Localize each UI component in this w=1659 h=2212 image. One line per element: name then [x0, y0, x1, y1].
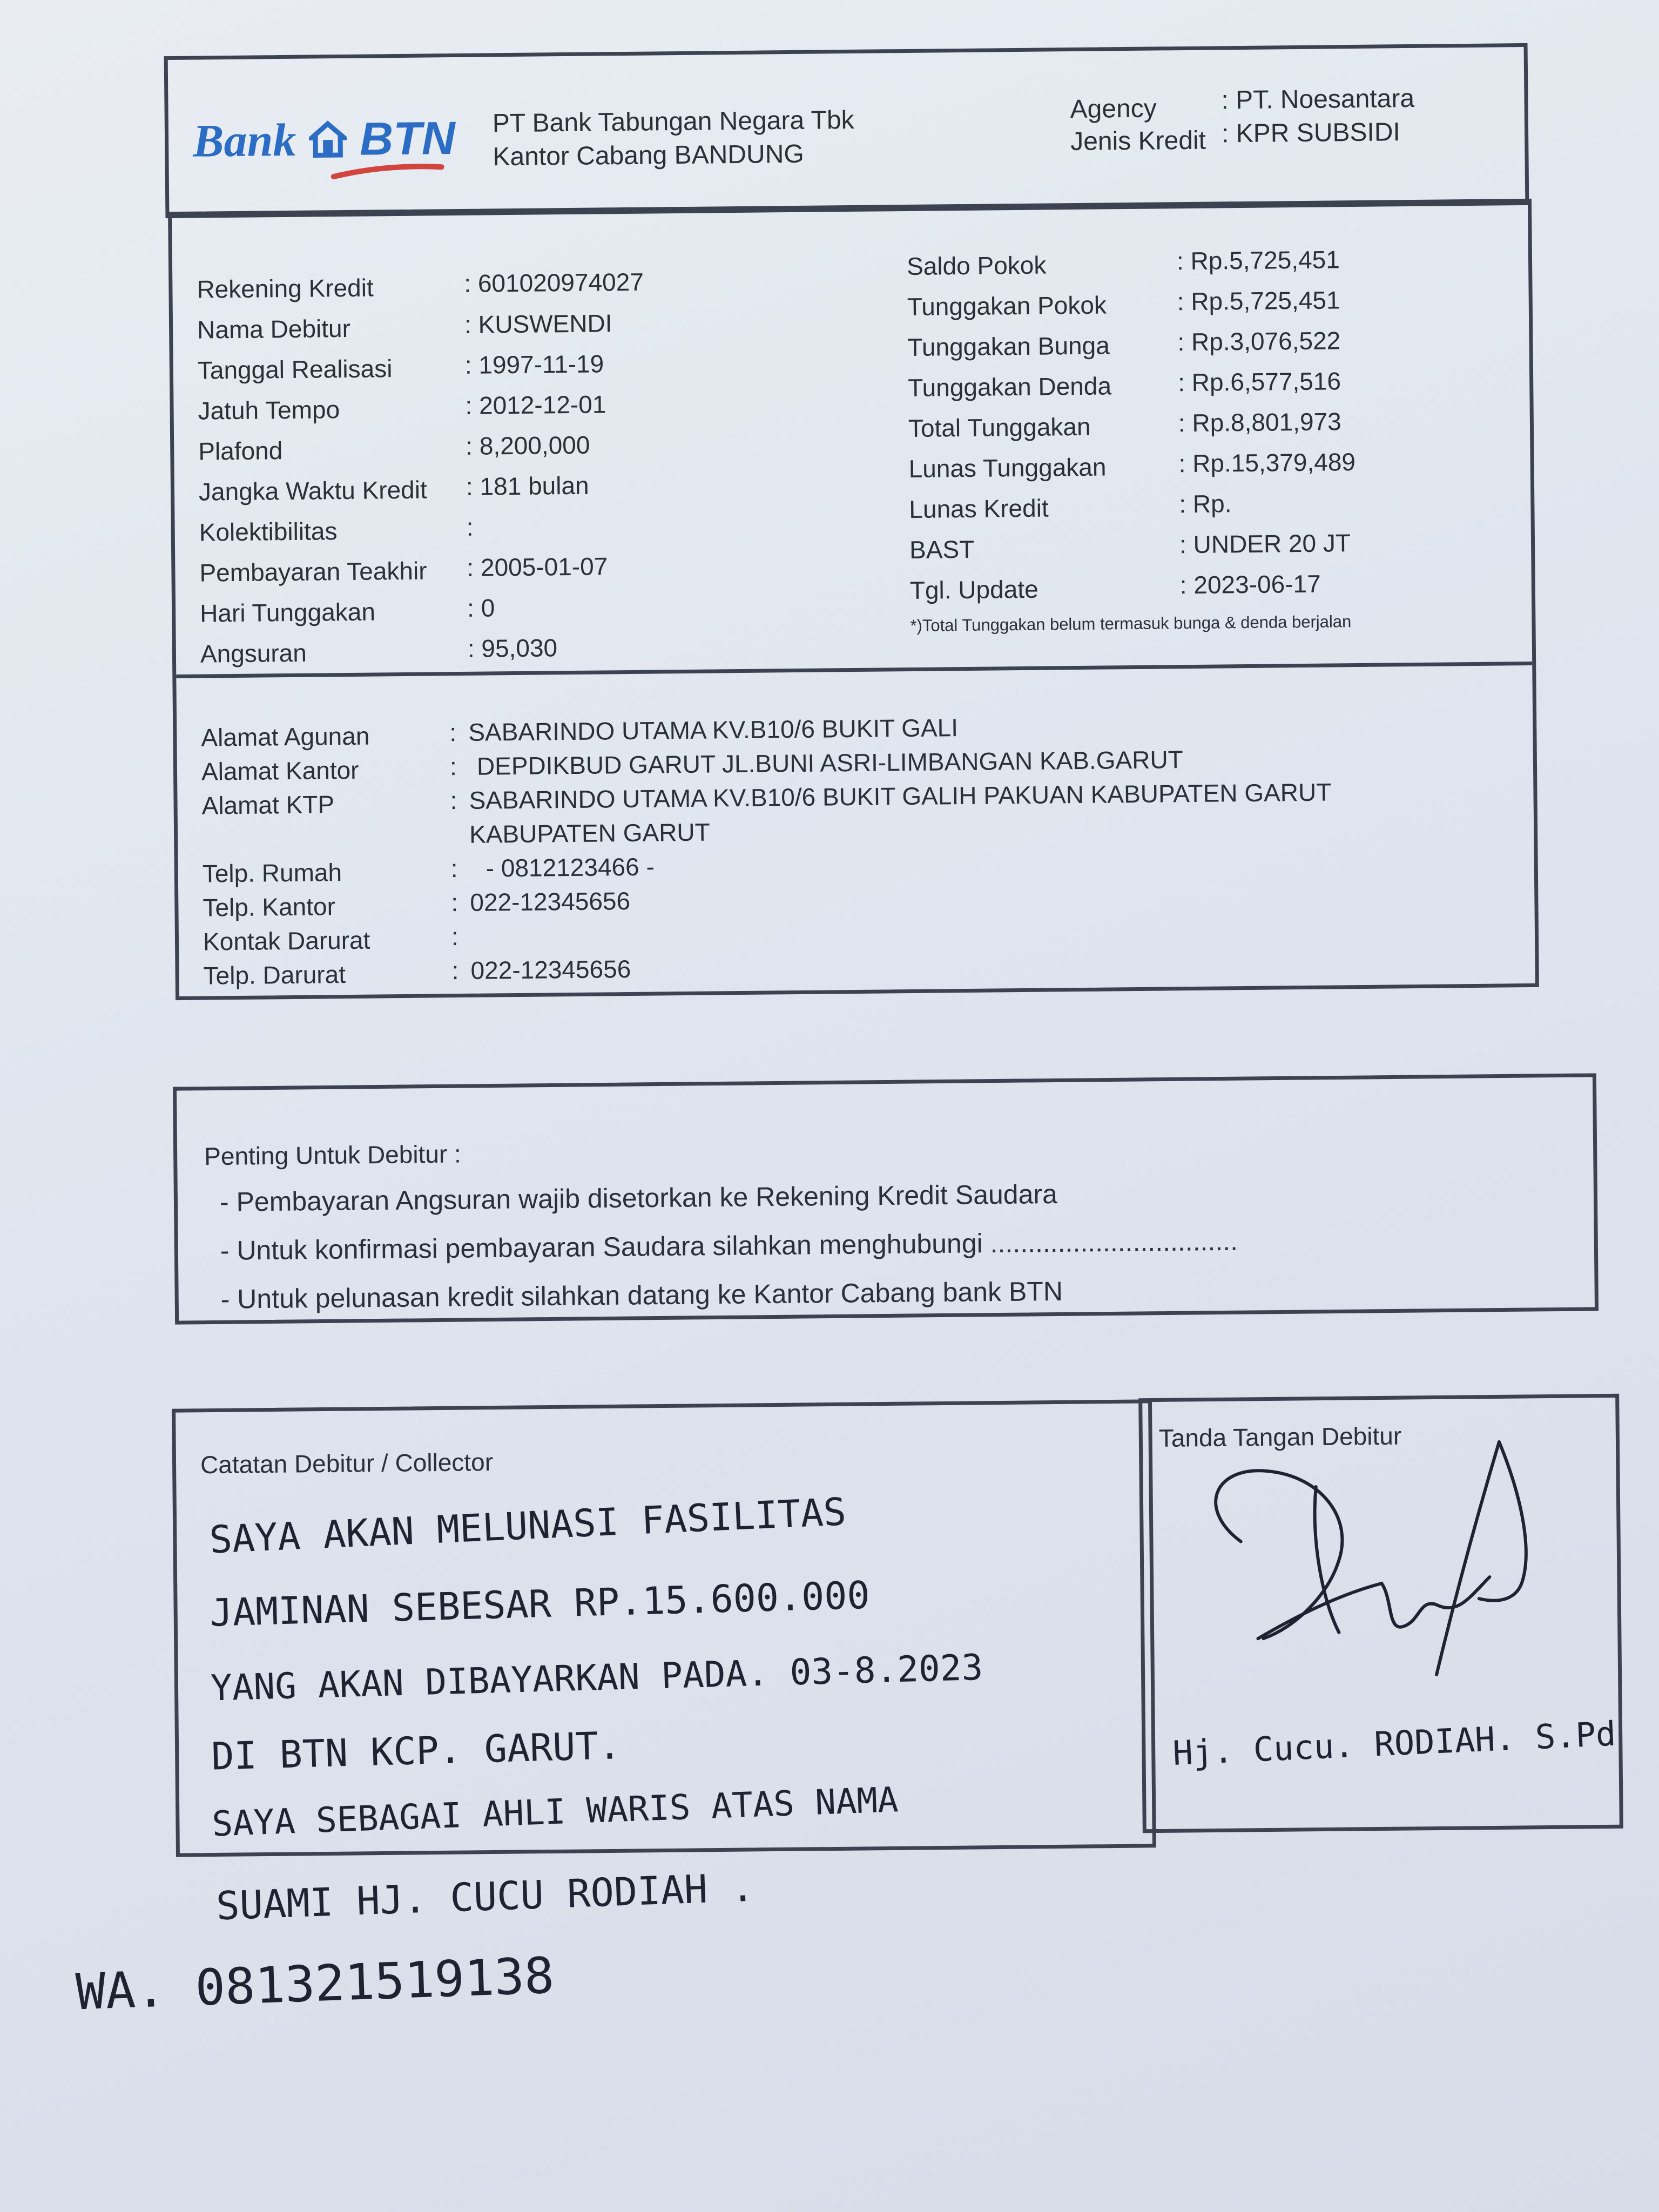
signature-box	[1138, 1394, 1623, 1833]
value-telp-darurat: 022-12345656	[470, 954, 631, 984]
colon-telp-kantor: :	[451, 888, 458, 917]
value-tunggakan-pokok: : Rp.5,725,451	[1177, 286, 1340, 316]
label-total-tunggakan: Total Tunggakan	[908, 412, 1091, 443]
label-rekening-kredit: Rekening Kredit	[197, 273, 374, 304]
value-kolektibilitas: :	[466, 512, 474, 541]
label-bast: BAST	[909, 535, 975, 564]
notice-box	[173, 1073, 1599, 1324]
value-angsuran: : 95,030	[467, 633, 558, 663]
notice-item: - Untuk konfirmasi pembayaran Saudara silahkan menghubungi .................................	[220, 1225, 1238, 1266]
agency-value: : PT. Noesantara	[1221, 84, 1415, 115]
handwritten-note-line: SAYA SEBAGAI AHLI WARIS ATAS NAMA	[211, 1780, 899, 1845]
value-pembayaran-teakhir: : 2005-01-07	[467, 552, 608, 582]
colon-alamat-ktp: :	[450, 786, 457, 815]
value-tgl-update: : 2023-06-17	[1179, 569, 1321, 599]
value-total-tunggakan: : Rp.8,801,973	[1178, 407, 1341, 437]
label-nama-debitur: Nama Debitur	[197, 314, 351, 344]
colon-alamat-kantor: :	[449, 752, 457, 781]
notice-item: - Pembayaran Angsuran wajib disetorkan ke Rekening Kredit Saudara	[219, 1178, 1058, 1217]
logo-text-bank: Bank	[192, 113, 296, 167]
notes-title: Catatan Debitur / Collector	[200, 1448, 494, 1479]
value-tunggakan-denda: : Rp.6,577,516	[1177, 367, 1341, 397]
jenis-kredit-label: Jenis Kredit	[1070, 126, 1206, 157]
handwritten-note-line: DI BTN KCP. GARUT.	[211, 1723, 622, 1779]
value-tunggakan-bunga: : Rp.3,076,522	[1177, 326, 1341, 356]
handwritten-note-line: SAYA AKAN MELUNASI FASILITAS	[208, 1489, 847, 1562]
credit-box	[168, 199, 1539, 1000]
handwritten-note-line: JAMINAN SEBESAR RP.15.600.000	[209, 1573, 871, 1635]
value-alamat-agunan: SABARINDO UTAMA KV.B10/6 BUKIT GALI	[468, 713, 959, 746]
label-lunas-kredit: Lunas Kredit	[909, 494, 1049, 524]
signature-title: Tanda Tangan Debitur	[1158, 1421, 1402, 1452]
notice-item: - Untuk pelunasan kredit silahkan datang ke Kantor Cabang bank BTN	[220, 1276, 1063, 1314]
label-alamat-kantor: Alamat Kantor	[201, 756, 359, 786]
label-tunggakan-denda: Tunggakan Denda	[907, 372, 1112, 402]
handwritten-note-line: YANG AKAN DIBAYARKAN PADA. 03-8.2023	[210, 1646, 984, 1709]
tunggakan-footnote: *)Total Tunggakan belum termasuk bunga & denda berjalan	[910, 612, 1352, 635]
label-jangka-waktu: Jangka Waktu Kredit	[198, 475, 427, 506]
label-kontak-darurat: Kontak Darurat	[203, 926, 370, 956]
value-saldo-pokok: : Rp.5,725,451	[1176, 245, 1340, 275]
handwritten-husband-line: SUAMI HJ. CUCU RODIAH .	[215, 1864, 756, 1929]
value-tanggal-realisasi: : 1997-11-19	[464, 349, 604, 379]
label-tunggakan-bunga: Tunggakan Bunga	[907, 331, 1110, 362]
value-nama-debitur: : KUSWENDI	[464, 309, 612, 339]
colon-alamat-agunan: :	[449, 718, 457, 747]
label-pembayaran-teakhir: Pembayaran Teakhir	[199, 556, 427, 587]
bank-name: PT Bank Tabungan Negara Tbk	[492, 105, 854, 138]
logo-swoosh	[331, 163, 444, 180]
label-angsuran: Angsuran	[200, 638, 307, 668]
label-telp-kantor: Telp. Kantor	[203, 892, 336, 922]
colon-telp-rumah: :	[450, 854, 458, 883]
value-rekening-kredit: : 601020974027	[464, 267, 644, 298]
colon-kontak-darurat: :	[451, 922, 458, 951]
value-hari-tunggakan: : 0	[467, 594, 495, 622]
value-lunas-kredit: : Rp.	[1179, 489, 1232, 518]
jenis-kredit-value: : KPR SUBSIDI	[1221, 118, 1401, 149]
label-kolektibilitas: Kolektibilitas	[199, 517, 338, 547]
handwritten-whatsapp-line: WA. 081321519138	[75, 1946, 555, 2021]
divider	[176, 662, 1532, 678]
value-jatuh-tempo: : 2012-12-01	[465, 390, 606, 420]
label-telp-darurat: Telp. Darurat	[203, 960, 346, 990]
label-hari-tunggakan: Hari Tunggakan	[199, 597, 376, 628]
label-lunas-tunggakan: Lunas Tunggakan	[908, 453, 1107, 483]
value-alamat-kantor: DEPDIKBUD GARUT JL.BUNI ASRI-LIMBANGAN KAB.GARUT	[476, 745, 1183, 780]
value-alamat-ktp: SABARINDO UTAMA KV.B10/6 BUKIT GALIH PAKUAN KABUPATEN GARUT	[469, 778, 1332, 814]
value-jangka-waktu: : 181 bulan	[466, 471, 589, 501]
value-telp-kantor: 022-12345656	[470, 886, 631, 916]
logo-text-btn: BTN	[359, 112, 456, 165]
label-saldo-pokok: Saldo Pokok	[906, 251, 1047, 281]
label-tgl-update: Tgl. Update	[909, 575, 1038, 604]
label-alamat-ktp: Alamat KTP	[201, 790, 335, 820]
value-lunas-tunggakan: : Rp.15,379,489	[1178, 448, 1356, 478]
label-alamat-agunan: Alamat Agunan	[201, 721, 370, 752]
notice-title: Penting Untuk Debitur :	[204, 1139, 462, 1171]
label-tanggal-realisasi: Tanggal Realisasi	[197, 354, 393, 385]
value-telp-rumah: - 0812123466 -	[485, 852, 655, 882]
value-plafond: : 8,200,000	[465, 430, 590, 460]
colon-telp-darurat: :	[451, 956, 459, 985]
house-icon	[309, 116, 347, 154]
branch-name: Kantor Cabang BANDUNG	[493, 139, 804, 172]
agency-label: Agency	[1070, 94, 1157, 124]
bank-btn-logo	[193, 111, 456, 168]
notes-box	[172, 1399, 1156, 1857]
signature-name: Hj. Cucu. RODIAH. S.Pd	[1172, 1714, 1617, 1773]
label-jatuh-tempo: Jatuh Tempo	[198, 395, 340, 425]
label-tunggakan-pokok: Tunggakan Pokok	[907, 291, 1107, 321]
label-plafond: Plafond	[198, 436, 283, 466]
label-telp-rumah: Telp. Rumah	[202, 858, 342, 888]
signature-scribble	[1175, 1420, 1556, 1694]
value-alamat-ktp-cont: KABUPATEN GARUT	[469, 818, 710, 848]
header-box	[164, 43, 1529, 218]
value-bast: : UNDER 20 JT	[1179, 529, 1351, 559]
